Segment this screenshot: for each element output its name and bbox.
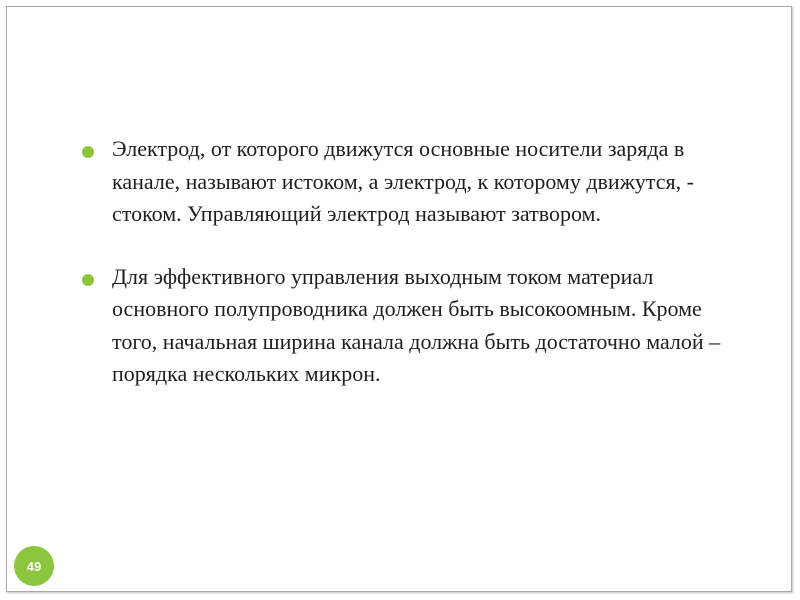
bullet-item-1 (80, 133, 740, 231)
bullet-item-2 (80, 261, 740, 391)
green-dot-bullet-icon (82, 146, 94, 158)
green-dot-bullet-icon (82, 274, 94, 286)
bullet-text-1: Электрод, от которого движутся основные носители заряда в канале, называют истоком, а электрод, к которому движутся, - стоком. Управляющий электрод называют затвором. (112, 136, 695, 226)
slide-number-badge: 49 (14, 546, 54, 586)
slide-content (80, 133, 740, 421)
bullet-text-2: Для эффективного управления выходным током материал основного полупроводника должен быть высокоомным. Кроме того, начальная ширина канала должна быть достаточно малой – порядка нескольких микрон. (112, 263, 721, 386)
